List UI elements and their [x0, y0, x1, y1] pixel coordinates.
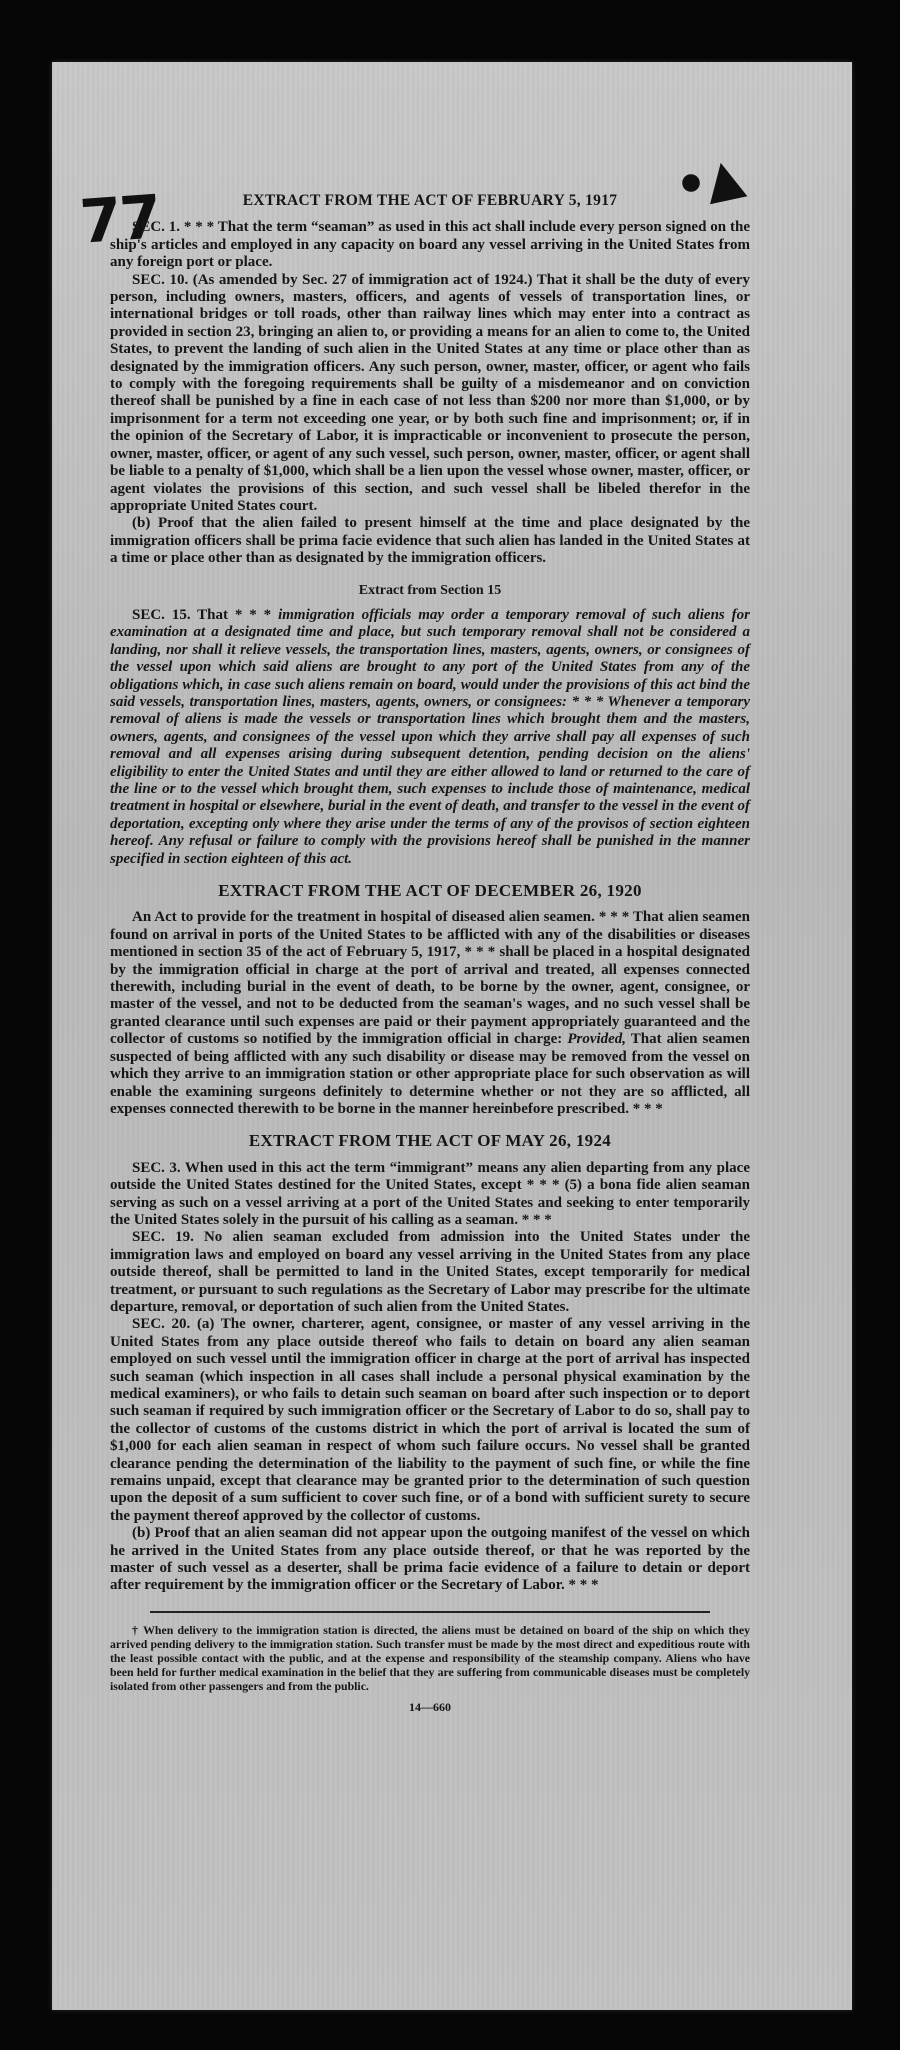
- paragraph-sec-20a: SEC. 20. (a) The owner, charterer, agent, consignee, or master of any vessel arriving in the United States from any place outside thereof who fails to detain on board any alien seaman employed on such vessel until the immigration officer in charge at the port of arrival has inspected such seaman (which inspection in all cases shall include a personal physical examination by the medical examiners), or who fails to detain such seaman on board after such inspection or to deport such seaman if required by such immigration officer or the Secretary of Labor to do so, shall pay to the collector of customs of the customs district in which the port of arrival is located the sum of $1,000 for each alien seaman in respect of whom such failure occurs. No vessel shall be granted clearance pending the determination of the liability to the payment of such fine, or while the fine remains unpaid, except that clearance may be granted prior to the determination of such question upon the deposit of a sum sufficient to cover such fine, or of a bond with sufficient surety to secure the payment thereof approved by the collector of customs.: [110, 1316, 750, 1524]
- provided-word: Provided,: [567, 1031, 627, 1048]
- act-1920-part-1: An Act to provide for the treatment in hospital of diseased alien seamen. * * * That alien seamen found on arrival in ports of the United States to be afflicted with any of the disabilities or diseases mentioned in section 35 of the act of February 5, 1917, * * * shall be placed in a hospital designated by the immigration official in charge at the port of arrival and treated, all expenses connected therewith, including burial in the event of death, to be borne by the owner, agent, consignee, or master of the vessel, and not to be deducted from the seaman's wages, and no such vessel shall be granted clearance until such expenses are paid or their payment appropriately guaranteed and the collector of customs so notified by the immigration official in charge:: [110, 909, 750, 1048]
- paragraph-sec-3: SEC. 3. When used in this act the term “immigrant” means any alien departing from any place outside the United States destined for the United States, except * * * (5) a bona fide alien seaman serving as such on a vessel arriving at a port of the United States and seeking to enter temporarily the United States solely in the pursuit of his calling as a seaman. * * *: [110, 1159, 750, 1228]
- sec-15-body: immigration officials may order a temporary removal of such aliens for examination at a designated time and place, but such temporary removal shall not be considered a landing, nor shall it relieve vessels, the transportation lines, masters, agents, owners, or consignees of the vessel upon which said aliens are brought to any port of the United States from any of the obligations which, in case such aliens remain on board, would under the provisions of this act bind the said vessels, transportation lines, masters, agents, owners, or consignees: * * * Whenever a temporary removal of aliens is made the vessels or transportation lines which brought them and the masters, owners, agents, and consignees of the vessel upon which they arrive shall pay all expenses of such removal and all expenses arising during subsequent detention, pending decision on the aliens' eligibility to enter the United States and until they are either allowed to land or returned to the care of the line or to the vessel which brought them, such expenses to include those of maintenance, medical treatment in hospital or elsewhere, burial in the event of death, and transfer to the vessel in the event of deportation, excepting only where they arise under the terms of any of the provisos of section eighteen hereof. Any refusal or failure to comply with the provisions hereof shall be punished in the manner specified in section eighteen of this act.: [110, 606, 750, 867]
- paragraph-sec-10b: (b) Proof that the alien failed to present himself at the time and place designated by the immigration officers shall be prima facie evidence that such alien has landed in the United States at a time or place other than as designated by the immigration officers.: [110, 515, 750, 567]
- footnote-divider: [150, 1611, 710, 1613]
- paragraph-act-1920: [110, 909, 750, 1118]
- footnote: † When delivery to the immigration station is directed, the aliens must be detained on board of the ship on which they arrived pending delivery to the immigration station. Such transfer must be made by the most direct and expeditious route with the least possible contact with the public, and at the expense and responsibility of the steamship company. Aliens who have been held for further medical examination in the belief that they are suffering from communicable diseases must be completely isolated from other passengers and from the public.: [110, 1622, 750, 1693]
- heading-act-1920: EXTRACT FROM THE ACT OF DECEMBER 26, 1920: [218, 881, 642, 901]
- paragraph-sec-20b: (b) Proof that an alien seaman did not appear upon the outgoing manifest of the vessel on which he arrived in the United States from any place outside thereof, or that he was reported by the master of such vessel as a deserter, shall be prima facie evidence of a failure to detain or deport after requirement by the immigration officer or the Secretary of Labor. * * *: [110, 1525, 750, 1594]
- document-body: [110, 192, 750, 1716]
- paragraph-sec-10: SEC. 10. (As amended by Sec. 27 of immigration act of 1924.) That it shall be the duty of every person, including owners, masters, officers, and agents of vessels of transportation lines, or international bridges or toll roads, other than railway lines which may enter into a contract as provided in section 23, bringing an alien to, or providing a means for an alien to come to, the United States, to prevent the landing of such alien in the United States at any time or place other than as designated by the immigration officers. Any such person, owner, master, officer, or agent who fails to comply with the foregoing requirements shall be guilty of a misdemeanor and on conviction thereof shall be punished by a fine in each case of not less than $200 nor more than $1,000, or by imprisonment for a term not exceeding one year, or by both such fine and imprisonment; or, if in the opinion of the Secretary of Labor, it is impracticable or inconvenient to prosecute the person, owner, master, officer, or agent of any such vessel, such person, owner, master, officer, or agent shall be liable to a penalty of $1,000, which shall be a lien upon the vessel whose owner, master, officer, or agent violates the provisions of this section, and such vessel shall be libeled therefor in the appropriate United States court.: [110, 271, 750, 514]
- page-number: 14—660: [409, 1699, 451, 1714]
- handwritten-mark-right: •▲: [669, 145, 747, 217]
- sec-15-lead: SEC. 15. That * * *: [132, 606, 279, 623]
- paragraph-sec-19: SEC. 19. No alien seaman excluded from admission into the United States under the immigration laws and employed on board any vessel arriving in the United States from any place outside thereof, shall be permitted to land in the United States, except temporarily for medical treatment, or pursuant to such regulations as the Secretary of Labor may prescribe for the ultimate departure, removal, or deportation of such alien from the United States.: [110, 1229, 750, 1315]
- act-1920-part-2: That alien seamen suspected of being afflicted with any such disability or disease may be removed from the vessel on which they arrive to an immigration station or other appropriate place for such observation as will enable the examining surgeons definitely to determine whether or not they are so afflicted, all expenses connected therewith to be borne in the manner hereinbefore prescribed. * * *: [110, 1031, 750, 1117]
- heading-act-1924: EXTRACT FROM THE ACT OF MAY 26, 1924: [248, 1131, 612, 1151]
- heading-act-1917: EXTRACT FROM THE ACT OF FEBRUARY 5, 1917: [242, 192, 618, 209]
- paragraph-sec-15: [110, 607, 750, 868]
- handwritten-mark-left: 77: [77, 182, 162, 258]
- paragraph-sec-1: SEC. 1. * * * That the term “seaman” as used in this act shall include every person signed on the ship's articles and employed in any capacity on board any vessel arriving in the United States from any foreign port or place.: [110, 219, 750, 271]
- heading-section-15: Extract from Section 15: [358, 582, 502, 598]
